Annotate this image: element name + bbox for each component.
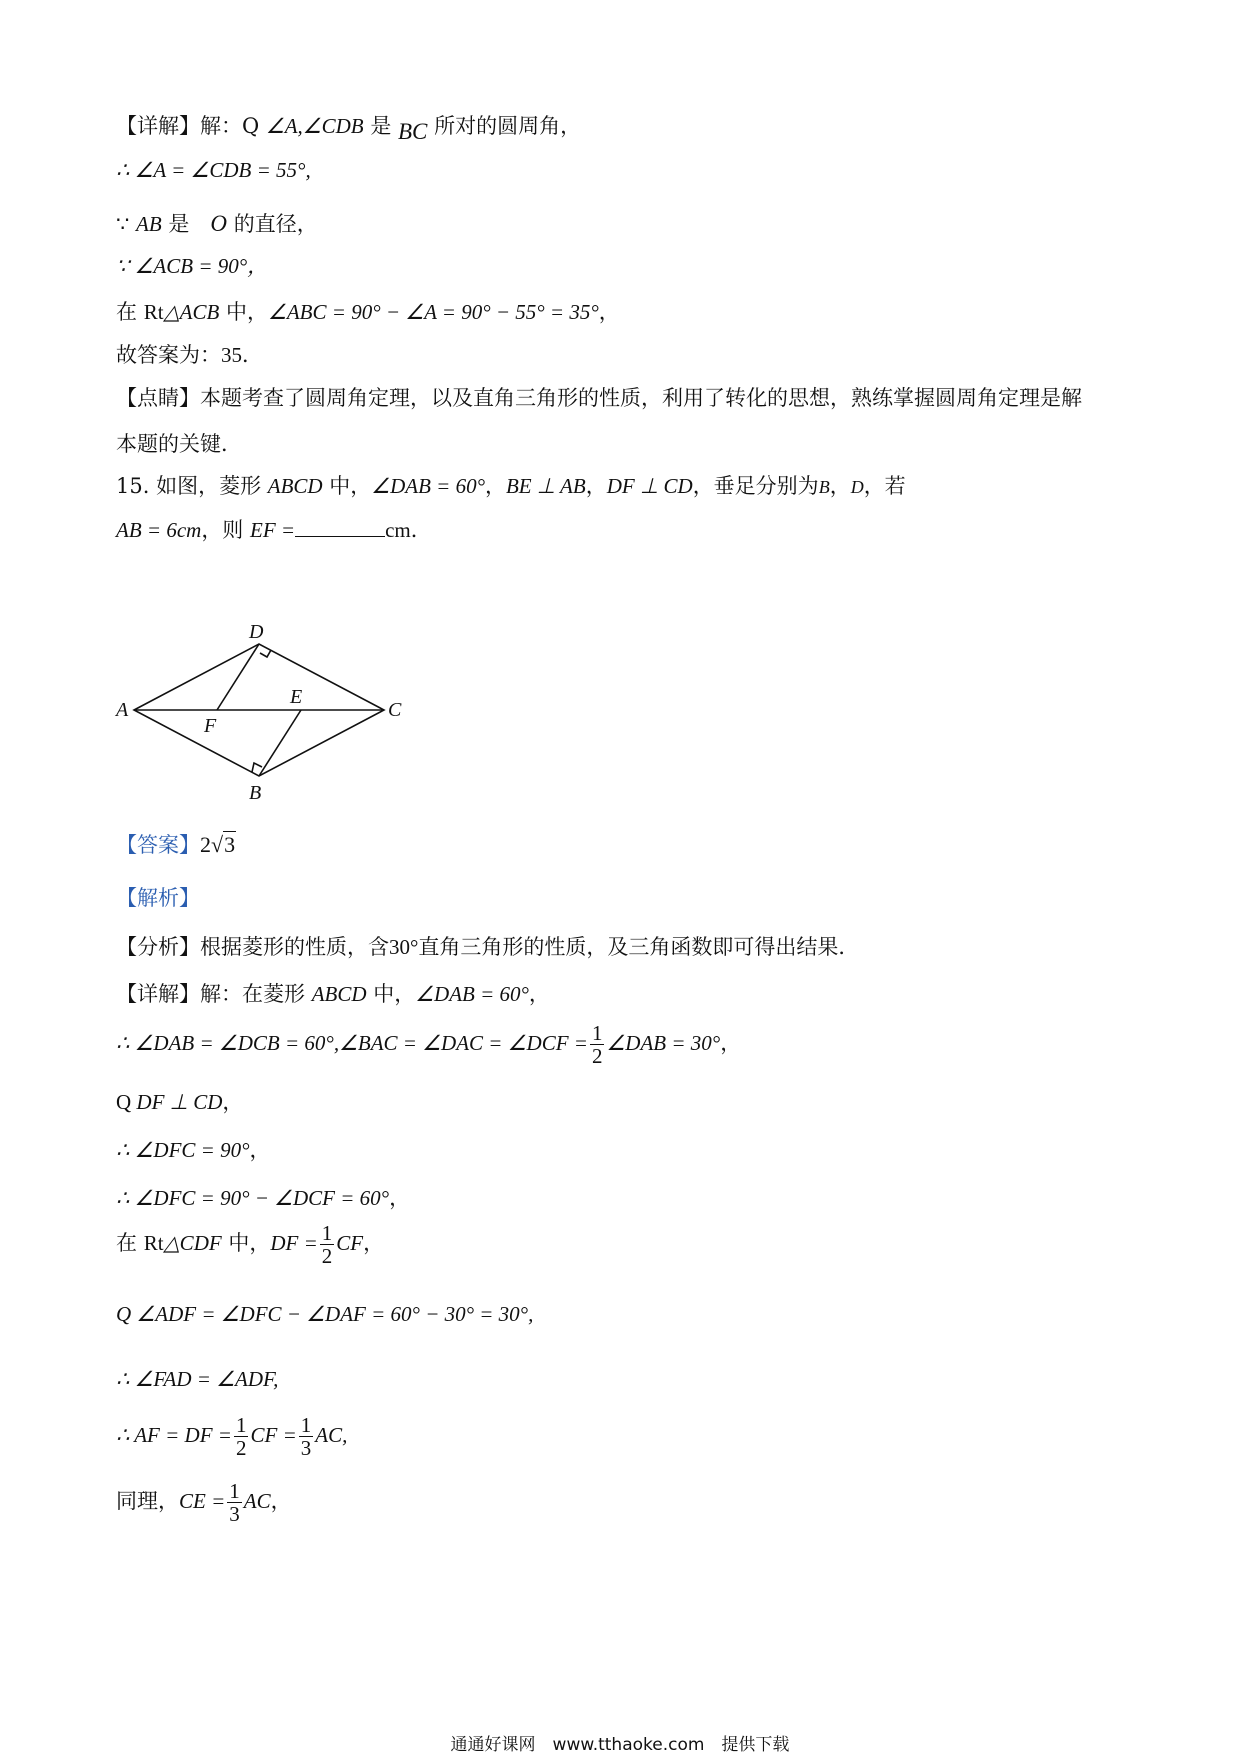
dianjing-line-1: 【点睛】本题考查了圆周角定理，以及直角三角形的性质，利用了转化的思想，熟练掌握圆周角定理是解 bbox=[116, 386, 1082, 410]
solution-line-5: ∴ ∠DFC = 90° − ∠DCF = 60°， bbox=[116, 1186, 411, 1210]
question-15-line-2: AB = 6cm，则 EF = cm． bbox=[116, 518, 432, 542]
question-15-line-1: 15. 如图，菱形 ABCD 中，∠DAB = 60°，BE ⊥ AB，DF ⊥ CD，垂足分别为B，D，若 bbox=[116, 474, 906, 498]
answer-value: 2√3 bbox=[200, 832, 236, 857]
fraction-half: $\frac{1}{2}$ bbox=[591, 1021, 603, 1069]
solution-line-3: Q DF ⊥ CD， bbox=[116, 1090, 244, 1114]
solution-line-4: ∴ ∠DFC = 90°， bbox=[116, 1138, 271, 1162]
dianjing-line-2: 本题的关键． bbox=[116, 432, 242, 456]
rhombus-figure bbox=[108, 612, 408, 812]
solution-line-9: ∴ AF = DF = $\frac{1}{2}$ CF = $\frac{1}{3}$ AC, bbox=[116, 1413, 348, 1461]
fraction-third: $\frac{1}{3}$ bbox=[229, 1479, 240, 1527]
fraction-half: $\frac{1}{2}$ bbox=[321, 1221, 333, 1269]
label-c: C bbox=[388, 699, 402, 721]
detail-line-3: ∵ AB 是 O 的直径， bbox=[116, 211, 318, 236]
label-e: E bbox=[290, 686, 303, 708]
answer-line: 【答案】2√3 bbox=[116, 832, 236, 857]
label-b: B bbox=[249, 782, 262, 804]
label-d: D bbox=[249, 621, 264, 643]
solution-line-6: 在 Rt△CDF 中，DF = $\frac{1}{2}$ CF， bbox=[116, 1221, 385, 1269]
detail-line-5: 在 Rt△ACB 中，∠ABC = 90° − ∠A = 90° − 55° = 35°， bbox=[116, 300, 620, 324]
detail-line-2: ∴ ∠A = ∠CDB = 55°, bbox=[116, 158, 311, 182]
solution-line-8: ∴ ∠FAD = ∠ADF, bbox=[116, 1367, 279, 1391]
answer-blank bbox=[295, 518, 385, 537]
solution-line-2: ∴ ∠DAB = ∠DCB = 60°,∠BAC = ∠DAC = ∠DCF = $\frac{1}{2}$ ∠DAB = 30°， bbox=[116, 1021, 742, 1069]
right-angle-mark-d bbox=[260, 650, 271, 657]
page-footer: 通通好课网 www.tthaoke.com 提供下载 bbox=[450, 1735, 790, 1755]
solution-line-10: 同理，CE = $\frac{1}{3}$ AC， bbox=[116, 1479, 292, 1527]
label-a: A bbox=[116, 699, 129, 721]
fraction-third: $\frac{1}{3}$ bbox=[300, 1413, 312, 1461]
segment-be bbox=[259, 710, 301, 776]
label-f: F bbox=[204, 715, 217, 737]
solution-line-1: 【详解】解：在菱形 ABCD 中，∠DAB = 60°， bbox=[116, 982, 550, 1006]
detail-line-1: 【详解】解：Q ∠A,∠CDB 是 BC 所对的圆周角， bbox=[116, 114, 582, 144]
analysis-label: 【解析】 bbox=[116, 886, 200, 910]
detail-line-6: 故答案为：35． bbox=[116, 343, 263, 367]
fraction-half: $\frac{1}{2}$ bbox=[235, 1413, 247, 1461]
right-angle-mark-b bbox=[252, 763, 262, 772]
solution-line-7: Q ∠ADF = ∠DFC − ∠DAF = 60° − 30° = 30°, bbox=[116, 1302, 534, 1326]
segment-df bbox=[217, 644, 259, 710]
fenxi-line: 【分析】根据菱形的性质，含30°直角三角形的性质，及三角函数即可得出结果． bbox=[116, 935, 860, 959]
detail-line-4: ∵ ∠ACB = 90°， bbox=[116, 254, 269, 278]
